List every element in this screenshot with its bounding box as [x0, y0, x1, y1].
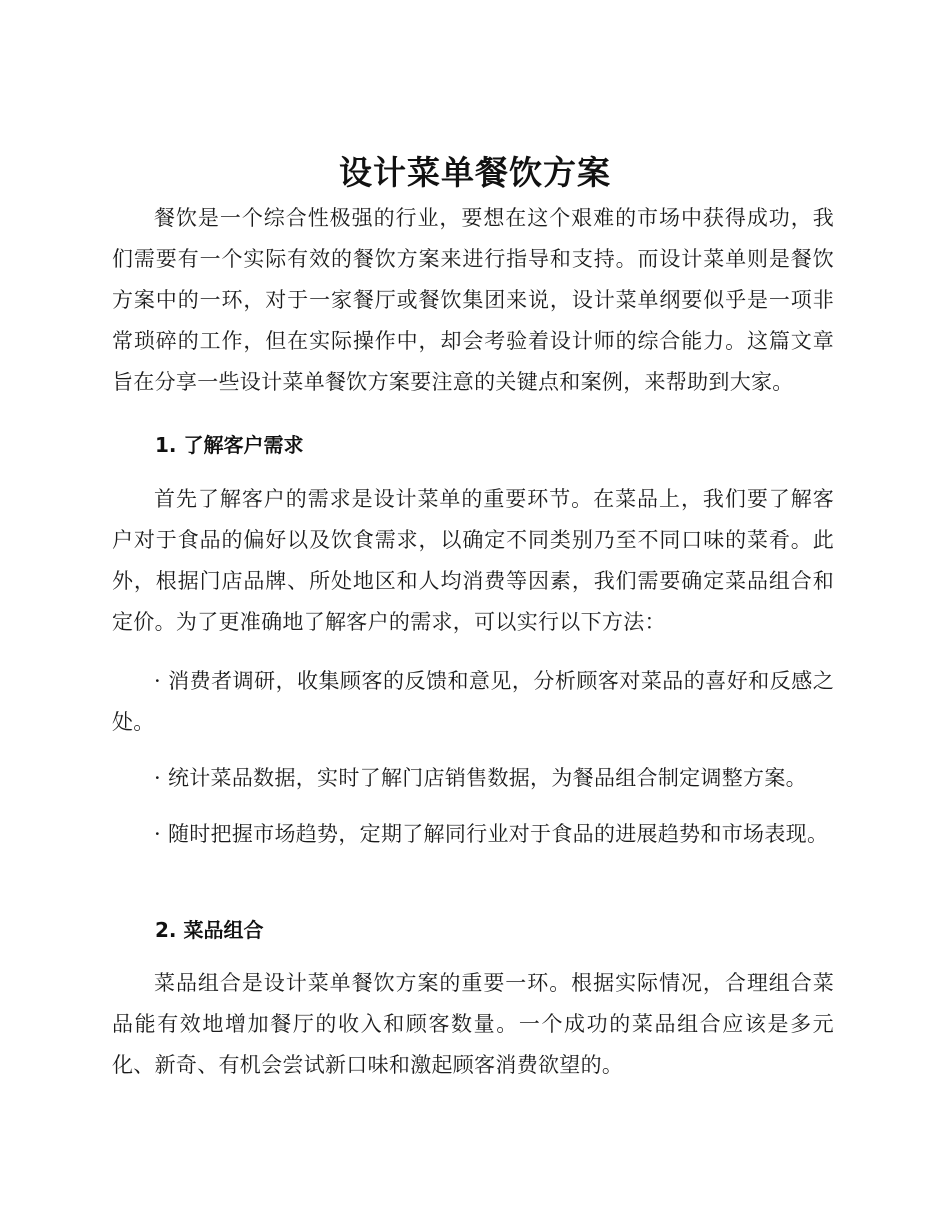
bullet-item-market-trends: · 随时把握市场趋势，定期了解同行业对于食品的进展趋势和市场表现。 — [154, 822, 829, 846]
section-body-customer-needs: 首先了解客户的需求是设计菜单的重要环节。在菜品上，我们要了解客户对于食品的偏好以及饮食需求，以确定不同类别乃至不同口味的菜肴。此外，根据门店品牌、所处地区和人均消费等因素，我们需要确定菜品组合和定价。为了更准确地了解客户的需求，可以实行以下方法： — [112, 487, 834, 634]
bullet-item-statistics: · 统计菜品数据，实时了解门店销售数据，为餐品组合制定调整方案。 — [154, 766, 807, 790]
document-title: 设计菜单餐饮方案 — [339, 153, 611, 192]
bullet-item-survey: · 消费者调研，收集顾客的反馈和意见，分析顾客对菜品的喜好和反感之处。 — [112, 669, 834, 734]
section-heading-customer-needs: 1. 了解客户需求 — [155, 433, 304, 457]
intro-paragraph: 餐饮是一个综合性极强的行业，要想在这个艰难的市场中获得成功，我们需要有一个实际有效的餐饮方案来进行指导和支持。而设计菜单则是餐饮方案中的一环，对于一家餐厅或餐饮集团来说，设计菜单纲要似乎是一项非常琐碎的工作，但在实际操作中，却会考验着设计师的综合能力。这篇文章旨在分享一些设计菜单餐饮方案要注意的关键点和案例，来帮助到大家。 — [112, 206, 834, 394]
section-body-menu-combination: 菜品组合是设计菜单餐饮方案的重要一环。根据实际情况，合理组合菜品能有效地增加餐厅的收入和顾客数量。一个成功的菜品组合应该是多元化、新奇、有机会尝试新口味和激起顾客消费欲望的。 — [112, 971, 834, 1077]
section-heading-menu-combination: 2. 菜品组合 — [155, 918, 264, 942]
